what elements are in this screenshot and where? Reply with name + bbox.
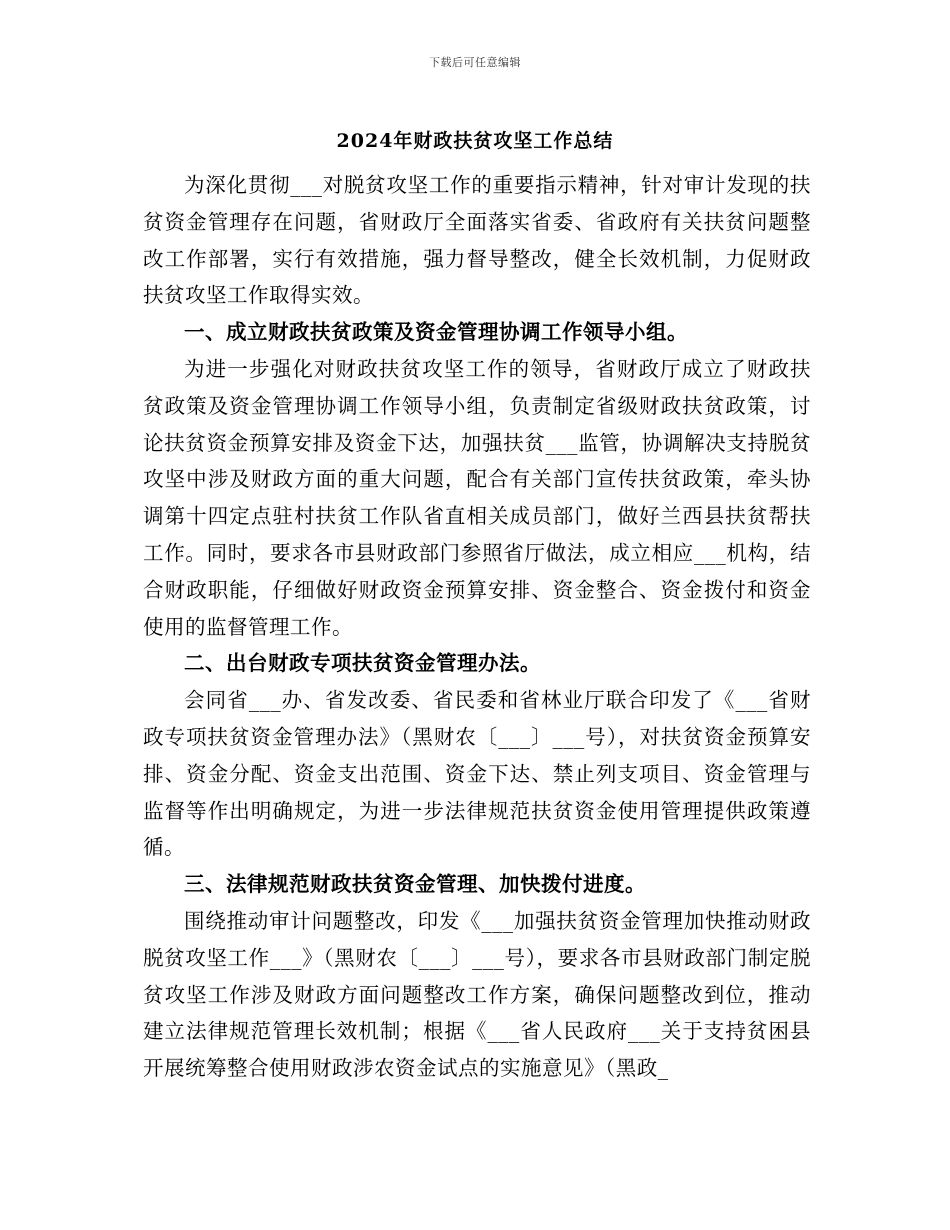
document-title: 2024年财政扶贫攻坚工作总结 — [336, 130, 614, 152]
header-note: 下载后可任意编辑 — [429, 56, 521, 69]
section-heading-1: 一、成立财政扶贫政策及资金管理协调工作领导小组。 — [184, 320, 688, 345]
section-paragraph-2: 会同省___办、省发改委、省民委和省林业厅联合印发了《___省财政专项扶贫资金管理办法》（黑财农〔___〕___号），对扶贫资金预算安排、资金分配、资金支出范围、资金下达、禁止列支项目、资金管理与监督等作出明确规定，为进一步法律规范扶贫资金使用管理提供政策遵循。 — [143, 688, 811, 860]
intro-paragraph: 为深化贯彻___对脱贫攻坚工作的重要指示精神，针对审计发现的扶贫资金管理存在问题，省财政厅全面落实省委、省政府有关扶贫问题整改工作部署，实行有效措施，强力督导整改，健全长效机制，力促财政扶贫攻坚工作取得实效。 — [143, 173, 811, 308]
section-paragraph-3: 围绕推动审计问题整改，印发《___加强扶贫资金管理加快推动财政脱贫攻坚工作___》（黑财农〔___〕___号），要求各市县财政部门制定脱贫攻坚工作涉及财政方面问题整改工作方案，确保问题整改到位，推动建立法律规范管理长效机制；根据《___省人民政府___关于支持贫困县开展统筹整合使用财政涉农资金试点的实施意见》（黑政_ — [143, 908, 811, 1081]
document-body — [143, 167, 811, 1087]
section-heading-2: 二、出台财政专项扶贫资金管理办法。 — [184, 651, 541, 676]
section-paragraph-1: 为进一步强化对财政扶贫攻坚工作的领导，省财政厅成立了财政扶贫政策及资金管理协调工作领导小组，负责制定省级财政扶贫政策，讨论扶贫资金预算安排及资金下达，加强扶贫___监管，协调解决支持脱贫攻坚中涉及财政方面的重大问题，配合有关部门宣传扶贫政策，牵头协调第十四定点驻村扶贫工作队省直相关成员部门，做好兰西县扶贫帮扶工作。同时，要求各市县财政部门参照省厅做法，成立相应___机构，结合财政职能，仔细做好财政资金预算安排、资金整合、资金拨付和资金使用的监督管理工作。 — [143, 356, 811, 639]
section-heading-3: 三、法律规范财政扶贫资金管理、加快拨付进度。 — [184, 872, 646, 897]
